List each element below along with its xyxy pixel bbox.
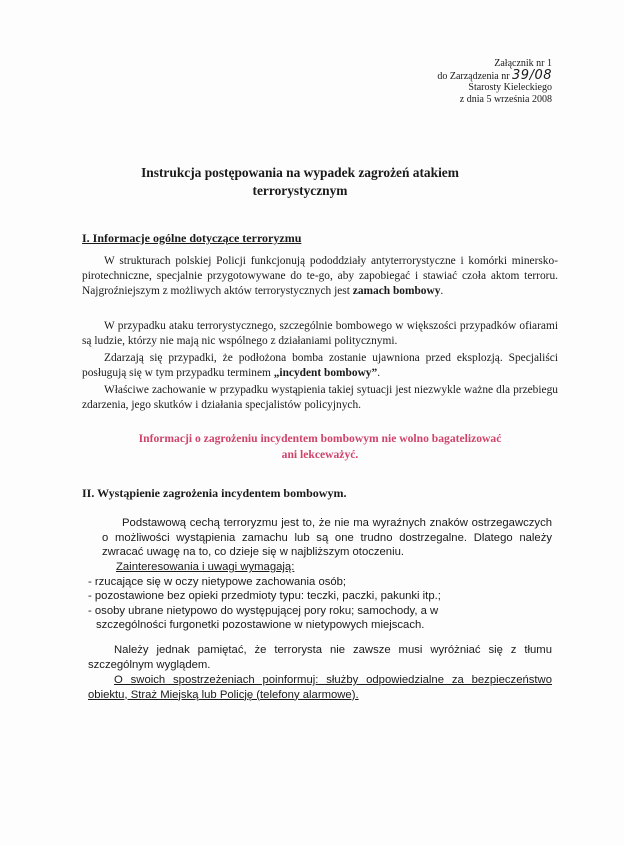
bomb-incident-term: „incydent bombowy”: [273, 367, 378, 380]
list-item: - pozostawione bez opieki przedmioty typu: teczki, paczki, pakunki itp.;: [88, 590, 441, 603]
section-1-paragraph-4: Właściwe zachowanie w przypadku wystąpienia takiej sytuacji jest niezwykle ważne dla przebiegu zdarzenia, jego skutków i działania specjalistów policyjnych.: [82, 384, 558, 412]
bomb-attack-term: zamach bombowy: [352, 285, 441, 298]
ordinance-line: [392, 67, 552, 83]
list-item: - rzucające się w oczy nietypowe zachowania osób;: [88, 575, 347, 588]
warning-notice: [110, 431, 530, 463]
warning-line-2: ani lekceważyć.: [281, 448, 359, 461]
issuer-line: Starosty Kieleckiego: [468, 82, 552, 93]
handwritten-number: 39/08: [512, 67, 552, 83]
list-item: - osoby ubrane nietypowo do występującej pory roku; samochody, a w: [88, 604, 439, 617]
ordinance-prefix: do Zarządzenia nr: [437, 70, 510, 82]
attachment-note: [392, 58, 552, 105]
section-2-paragraph-2: Należy jednak pamiętać, że terrorysta nie zawsze musi wyróżniać się z tłumu szczególnym wyglądem.: [88, 644, 552, 671]
section-2-heading: II. Wystąpienie zagrożenia incydentem bombowym.: [82, 486, 347, 500]
list-heading: Zainteresowania i uwagi wymagają:: [116, 561, 295, 573]
warning-line-1: Informacji o zagrożeniu incydentem bombowym nie wolno bagatelizować: [138, 432, 502, 445]
section-1-heading: I. Informacje ogólne dotyczące terroryzmu: [82, 231, 302, 245]
list-item: szczególności furgonetki pozostawione w nietypowych miejscach.: [96, 619, 425, 632]
document-title: [120, 164, 480, 200]
date-line: z dnia 5 września 2008: [459, 93, 552, 105]
section-1-paragraph-3: Zdarzają się przypadki, że podłożona bomba zostanie ujawniona przed eksplozją. Specjaliści posługują się w tym przypadku terminem „incydent bombowy”.: [82, 352, 558, 380]
section-2-paragraph-1: Podstawową cechą terroryzmu jest to, że nie ma wyraźnych znaków ostrzegawczych o możliwości wystąpienia zamachu lub są one trudno dostrzegalne. Dlatego należy zwracać uwagę na to, co dzieje się w najbliższym otoczeniu.: [102, 517, 552, 559]
title-line-2: terrorystycznym: [252, 183, 348, 198]
section-2-paragraph-3: O swoich spostrzeżeniach poinformuj: służby odpowiedzialne za bezpieczeństwo obiektu, Straż Miejską lub Policję (telefony alarmowe).: [88, 674, 552, 701]
warning-signs-list: [88, 560, 548, 633]
title-line-1: Instrukcja postępowania na wypadek zagrożeń atakiem: [141, 165, 459, 180]
section-1-paragraph-2: W przypadku ataku terrorystycznego, szczególnie bombowego w większości przypadków ofiarami są ludzie, którzy nie mają nic wspólnego z działaniami politycznymi.: [82, 320, 558, 348]
section-1-paragraph-1: W strukturach polskiej Policji funkcjonują pododdziały antyterrorystyczne i komórki minersko-pirotechniczne, specjalnie przygotowywane do te-go, aby zapobiegać i stawiać czoła aktom terroru. Najgroźniejszym z możliwych aktów terrorystycznych jest zamach bombowy.: [82, 255, 558, 298]
attachment-number: Załącznik nr 1: [494, 58, 552, 69]
